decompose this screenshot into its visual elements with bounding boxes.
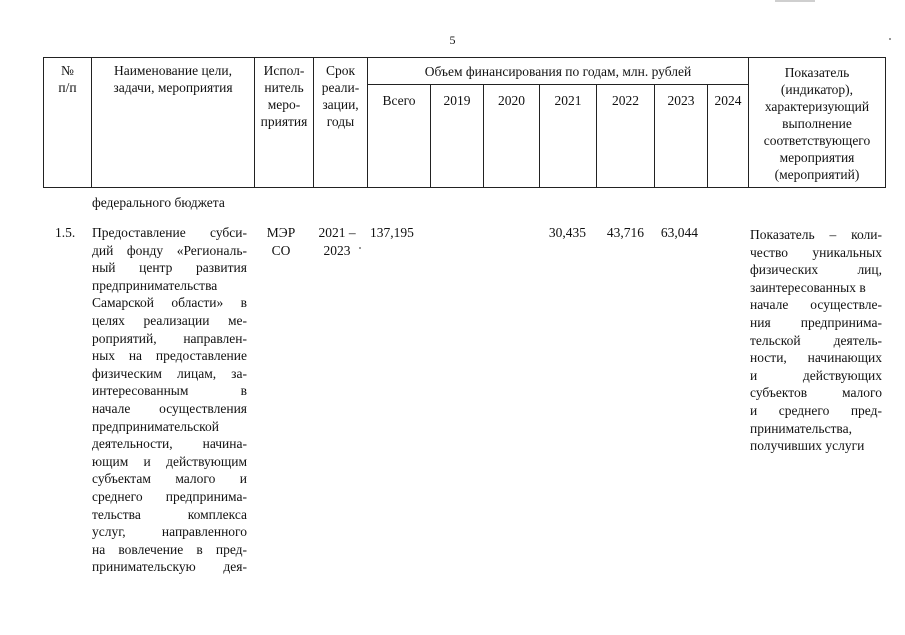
- row-total: 137,195: [370, 225, 414, 240]
- indicator-line: Показатель – коли-: [750, 227, 882, 242]
- row-name: [92, 224, 247, 576]
- name-line: целях реализации ме-: [92, 312, 247, 328]
- name-line: роприятий, направлен-: [92, 330, 247, 346]
- indicator-line: начале осуществле-: [750, 297, 882, 313]
- name-line: тельства комплекса: [92, 506, 247, 522]
- header-year: 2024: [708, 85, 749, 188]
- row-value-2022: 43,716: [606, 225, 644, 240]
- indicator-line: и действующих: [750, 367, 882, 383]
- program-table-header: [43, 57, 886, 188]
- header-total: Всего: [368, 85, 431, 188]
- indicator-line: получивших услуги: [750, 438, 865, 454]
- indicator-line: и среднего пред-: [750, 402, 882, 418]
- header-year: 2020: [484, 85, 540, 188]
- indicator-line: чество уникальных: [750, 244, 882, 260]
- indicator-line: субъектов малого: [750, 385, 882, 401]
- header-financing: Объем финансирования по годам, млн. рублей: [368, 58, 749, 85]
- indicator-line: ности, начинающих: [750, 350, 882, 366]
- page-number: 5: [449, 33, 456, 47]
- name-line: услуг, направленного: [92, 524, 247, 540]
- row-value-2021: 30,435: [548, 225, 586, 240]
- header-year: 2022: [597, 85, 655, 188]
- continuation-text: федерального бюджета: [92, 195, 225, 210]
- name-line: физическим лицам, за-: [92, 365, 247, 381]
- header-year: 2021: [540, 85, 597, 188]
- header-num: № п/п: [44, 58, 92, 188]
- header-year: 2023: [655, 85, 708, 188]
- header-year: 2019: [431, 85, 484, 188]
- indicator-line: ния предпринима-: [750, 314, 882, 330]
- name-line: на вовлечение в пред-: [92, 541, 247, 557]
- name-line: субъектам малого и: [92, 471, 247, 487]
- indicator-line: физических лиц,: [750, 262, 882, 278]
- name-line: начале осуществления: [92, 400, 247, 416]
- row-indicator: [750, 226, 882, 455]
- indicator-line: тельской деятель-: [750, 332, 882, 348]
- name-line: дий фонду «Региональ-: [92, 242, 247, 258]
- header-indicator: Показатель (индикатор), характеризующий выполнение соответствующего мероприятия (мероприятий): [749, 58, 886, 188]
- row-value-2023: 63,044: [660, 225, 698, 240]
- name-line: ющим и действующим: [92, 453, 247, 469]
- row-period: 2021 – 2023: [318, 225, 356, 258]
- name-line: ных на предоставление: [92, 348, 247, 364]
- name-line: ный центр развития: [92, 260, 247, 276]
- row-executor: МЭР СО: [266, 225, 296, 258]
- name-line: предпринимательства: [92, 277, 218, 293]
- header-executor: Испол- нитель меро- приятия: [255, 58, 314, 188]
- name-line: принимательскую дея-: [92, 559, 247, 575]
- name-line: предпринимательской: [92, 418, 220, 434]
- name-line: деятельности, начина-: [92, 436, 247, 452]
- scan-artifact-mark: [775, 0, 815, 2]
- header-name: Наименование цели, задачи, мероприятия: [92, 58, 255, 188]
- name-line: интересованным в: [92, 383, 247, 399]
- name-line: Предоставление субси-: [92, 225, 247, 240]
- name-line: среднего предпринима-: [92, 488, 247, 504]
- row-number: 1.5.: [55, 225, 76, 240]
- indicator-line: принимательства,: [750, 420, 852, 436]
- header-period: Срок реали- зации, годы: [314, 58, 368, 188]
- indicator-line: заинтересованных в: [750, 279, 866, 295]
- name-line: Самарской области» в: [92, 295, 247, 311]
